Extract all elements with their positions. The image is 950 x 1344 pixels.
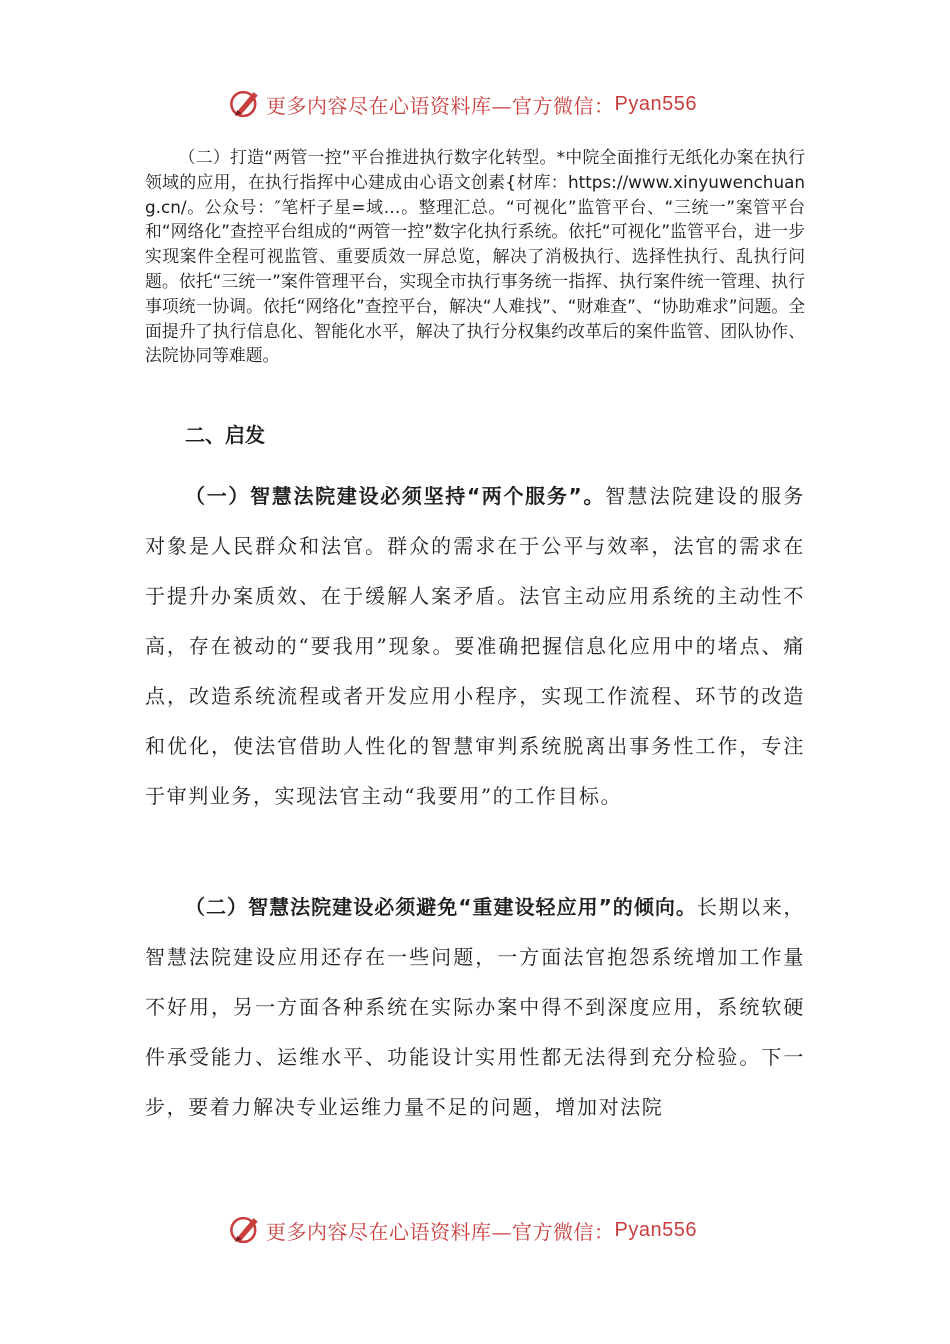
footer-banner [228,1212,697,1248]
paragraph-body: 长期以来，智慧法院建设应用还存在一些问题，一方面法官抱怨系统增加工作量不好用，另一方面各种系统在实际办案中得不到深度应用，系统软硬件承受能力、运维水平、功能设计实用性都无法得到充分检验。下一步，要着力解决专业运维力量不足的问题，增加对法院 [145,895,806,1119]
banner-wechat-id: Pyan556 [614,92,697,115]
paragraph-body: 智慧法院建设的服务对象是人民群众和法官。群众的需求在于公平与效率，法官的需求在于提升办案质效、在于缓解人案矛盾。法官主动应用系统的主动性不高，存在被动的“要我用”现象。要准确把握信息化应用中的堵点、痛点，改造系统流程或者开发应用小程序，实现工作流程、环节的改造和优化，使法官借助人性化的智慧审判系统脱离出事务性工作，专注于审判业务，实现法官主动“我要用”的工作目标。 [145,484,805,808]
paragraph-avoid-construction-bias [145,882,805,1132]
header-banner [228,86,697,122]
paragraph-digital-transformation: （二）打造“两管一控”平台推进执行数字化转型。*中院全面推行无纸化办案在执行领域的应用，在执行指挥中心建成由心语文创素{材库：https://www.xinyuwenchuang.cn/。公众号：″笔杆子星=域…。整理汇总。“可视化”监管平台、“三统一”案管平台和“网络化”查控平台组成的“两管一控”数字化执行系统。依托“可视化”监管平台，进一步实现案件全程可视监管、重要质效一屏总览，解决了消极执行、选择性执行、乱执行问题。依托“三统一”案件管理平台，实现全市执行事务统一指挥、执行案件统一管理、执行事项统一协调。依托“网络化”查控平台，解决“人难找”、“财难查”、“协助难求”问题。全面提升了执行信息化、智能化水平，解决了执行分权集约改革后的案件监管、团队协作、法院协同等难题。 [145,147,805,366]
paragraph-lead: （一）智慧法院建设必须坚持“两个服务”。 [185,484,606,508]
banner-wechat-id: Pyan556 [614,1218,697,1241]
paragraph-two-services [145,471,805,821]
pen-logo-icon [228,87,262,121]
paragraph-lead: （二）智慧法院建设必须避免“重建设轻应用”的倾向。 [185,895,697,919]
pen-logo-icon [228,1213,262,1247]
section-heading: 二、启发 [185,423,265,447]
banner-text: 更多内容尽在心语资料库—官方微信： [266,93,615,118]
banner-text: 更多内容尽在心语资料库—官方微信： [266,1219,615,1244]
